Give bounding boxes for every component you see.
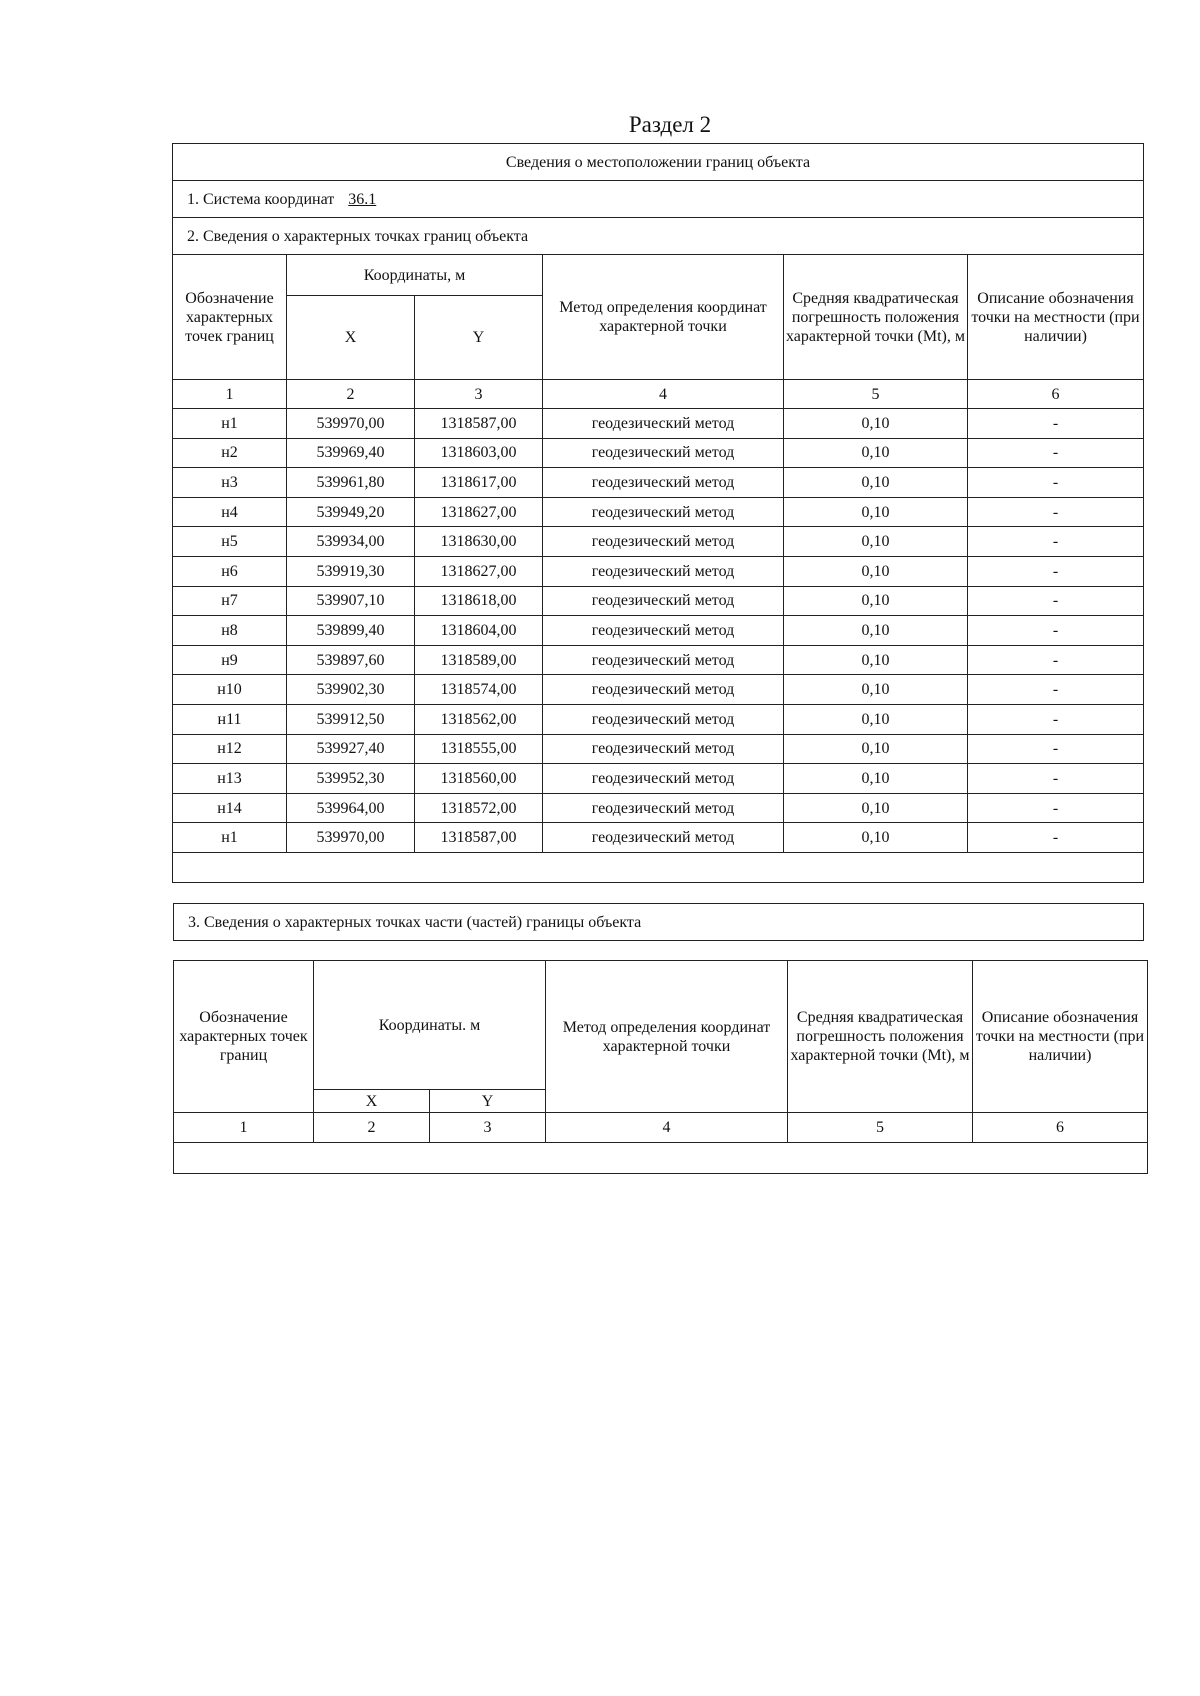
- method: геодезический метод: [543, 586, 784, 616]
- header-description: Описание обозначения точки на местности (при наличии): [968, 255, 1144, 380]
- description: -: [968, 409, 1144, 439]
- coord-y: 1318617,00: [415, 468, 543, 498]
- table-row: [173, 764, 1144, 794]
- coord-x: 539927,40: [287, 734, 415, 764]
- coord-x: 539961,80: [287, 468, 415, 498]
- coord-x: 539970,00: [287, 409, 415, 439]
- method: геодезический метод: [543, 468, 784, 498]
- header-designation: Обозначение характерных точек границ: [174, 961, 314, 1113]
- table-row: [173, 823, 1144, 853]
- table-subtitle: 2. Сведения о характерных точках границ объекта: [173, 218, 1144, 255]
- table-row: [173, 527, 1144, 557]
- col-number: 2: [314, 1113, 430, 1143]
- description: -: [968, 823, 1144, 853]
- col-number: 4: [543, 380, 784, 409]
- coord-y: 1318572,00: [415, 793, 543, 823]
- coord-x: 539964,00: [287, 793, 415, 823]
- coord-y: 1318555,00: [415, 734, 543, 764]
- header-method: Метод определения координат характерной точки: [543, 255, 784, 380]
- method: геодезический метод: [543, 645, 784, 675]
- point-name: н1: [173, 823, 287, 853]
- point-name: н11: [173, 704, 287, 734]
- coord-x: 539899,40: [287, 616, 415, 646]
- coord-x: 539907,10: [287, 586, 415, 616]
- table-title: Сведения о местоположении границ объекта: [173, 144, 1144, 181]
- coord-x: 539934,00: [287, 527, 415, 557]
- col-number: 3: [415, 380, 543, 409]
- method: геодезический метод: [543, 438, 784, 468]
- col-number: 5: [784, 380, 968, 409]
- coord-x: 539897,60: [287, 645, 415, 675]
- coord-y: 1318603,00: [415, 438, 543, 468]
- table-row: [173, 675, 1144, 705]
- header-coords: Координаты, м: [287, 255, 543, 296]
- method: геодезический метод: [543, 734, 784, 764]
- part-boundary-table: [173, 903, 1144, 941]
- header-coords: Координаты. м: [314, 961, 546, 1090]
- col-number: 6: [973, 1113, 1148, 1143]
- method: геодезический метод: [543, 675, 784, 705]
- point-name: н1: [173, 409, 287, 439]
- point-name: н14: [173, 793, 287, 823]
- table-row: [173, 586, 1144, 616]
- description: -: [968, 616, 1144, 646]
- point-name: н13: [173, 764, 287, 794]
- header-x: X: [287, 296, 415, 380]
- mt-value: 0,10: [784, 793, 968, 823]
- table-row: [173, 734, 1144, 764]
- mt-value: 0,10: [784, 409, 968, 439]
- mt-value: 0,10: [784, 616, 968, 646]
- coord-y: 1318560,00: [415, 764, 543, 794]
- coord-x: 539969,40: [287, 438, 415, 468]
- table-row: [173, 497, 1144, 527]
- description: -: [968, 734, 1144, 764]
- method: геодезический метод: [543, 616, 784, 646]
- table-row: [173, 438, 1144, 468]
- header-error: Средняя квадратическая погрешность положения характерной точки (Mt), м: [784, 255, 968, 380]
- coord-y: 1318627,00: [415, 556, 543, 586]
- mt-value: 0,10: [784, 586, 968, 616]
- coord-x: 539912,50: [287, 704, 415, 734]
- point-name: н12: [173, 734, 287, 764]
- method: геодезический метод: [543, 556, 784, 586]
- description: -: [968, 438, 1144, 468]
- coord-system-row: [173, 181, 1144, 218]
- mt-value: 0,10: [784, 704, 968, 734]
- mt-value: 0,10: [784, 764, 968, 794]
- table-row: [173, 793, 1144, 823]
- method: геодезический метод: [543, 704, 784, 734]
- coord-y: 1318618,00: [415, 586, 543, 616]
- point-name: н9: [173, 645, 287, 675]
- description: -: [968, 793, 1144, 823]
- header-x: X: [314, 1090, 430, 1113]
- part-boundary-title: 3. Сведения о характерных точках части (частей) границы объекта: [174, 904, 1144, 941]
- point-name: н2: [173, 438, 287, 468]
- header-description: Описание обозначения точки на местности (при наличии): [973, 961, 1148, 1113]
- coord-y: 1318587,00: [415, 409, 543, 439]
- coord-x: 539952,30: [287, 764, 415, 794]
- coord-x: 539949,20: [287, 497, 415, 527]
- table-row: [173, 616, 1144, 646]
- table-row: [173, 468, 1144, 498]
- description: -: [968, 556, 1144, 586]
- table-row: [173, 645, 1144, 675]
- point-name: н10: [173, 675, 287, 705]
- description: -: [968, 645, 1144, 675]
- description: -: [968, 468, 1144, 498]
- empty-row: [173, 852, 1144, 882]
- col-number: 6: [968, 380, 1144, 409]
- header-designation: Обозначение характерных точек границ: [173, 255, 287, 380]
- coord-x: 539970,00: [287, 823, 415, 853]
- description: -: [968, 704, 1144, 734]
- mt-value: 0,10: [784, 438, 968, 468]
- col-number: 3: [430, 1113, 546, 1143]
- mt-value: 0,10: [784, 675, 968, 705]
- coord-y: 1318574,00: [415, 675, 543, 705]
- empty-row: [174, 1143, 1148, 1174]
- table-row: [173, 409, 1144, 439]
- method: геодезический метод: [543, 823, 784, 853]
- header-y: Y: [415, 296, 543, 380]
- coord-y: 1318630,00: [415, 527, 543, 557]
- description: -: [968, 497, 1144, 527]
- method: геодезический метод: [543, 409, 784, 439]
- col-number: 2: [287, 380, 415, 409]
- mt-value: 0,10: [784, 823, 968, 853]
- mt-value: 0,10: [784, 556, 968, 586]
- col-number: 5: [788, 1113, 973, 1143]
- coord-x: 539902,30: [287, 675, 415, 705]
- header-method: Метод определения координат характерной точки: [546, 961, 788, 1113]
- description: -: [968, 764, 1144, 794]
- part-points-table: [173, 960, 1148, 1174]
- coord-system-value: 36.1: [348, 190, 377, 208]
- point-name: н8: [173, 616, 287, 646]
- point-name: н4: [173, 497, 287, 527]
- mt-value: 0,10: [784, 497, 968, 527]
- description: -: [968, 675, 1144, 705]
- table-row: [173, 704, 1144, 734]
- method: геодезический метод: [543, 793, 784, 823]
- table-row: [173, 556, 1144, 586]
- mt-value: 0,10: [784, 734, 968, 764]
- boundary-location-table: [172, 143, 1144, 883]
- method: геодезический метод: [543, 497, 784, 527]
- method: геодезический метод: [543, 527, 784, 557]
- mt-value: 0,10: [784, 468, 968, 498]
- coord-system-label: 1. Система координат: [187, 190, 335, 208]
- description: -: [968, 527, 1144, 557]
- col-number: 1: [174, 1113, 314, 1143]
- header-y: Y: [430, 1090, 546, 1113]
- coord-y: 1318604,00: [415, 616, 543, 646]
- description: -: [968, 586, 1144, 616]
- mt-value: 0,10: [784, 527, 968, 557]
- coord-y: 1318589,00: [415, 645, 543, 675]
- col-number: 4: [546, 1113, 788, 1143]
- mt-value: 0,10: [784, 645, 968, 675]
- point-name: н7: [173, 586, 287, 616]
- coord-y: 1318562,00: [415, 704, 543, 734]
- section-title: Раздел 2: [628, 112, 712, 137]
- coord-x: 539919,30: [287, 556, 415, 586]
- point-name: н5: [173, 527, 287, 557]
- method: геодезический метод: [543, 764, 784, 794]
- coord-y: 1318587,00: [415, 823, 543, 853]
- col-number: 1: [173, 380, 287, 409]
- point-name: н6: [173, 556, 287, 586]
- point-name: н3: [173, 468, 287, 498]
- header-error: Средняя квадратическая погрешность положения характерной точки (Mt), м: [788, 961, 973, 1113]
- coord-y: 1318627,00: [415, 497, 543, 527]
